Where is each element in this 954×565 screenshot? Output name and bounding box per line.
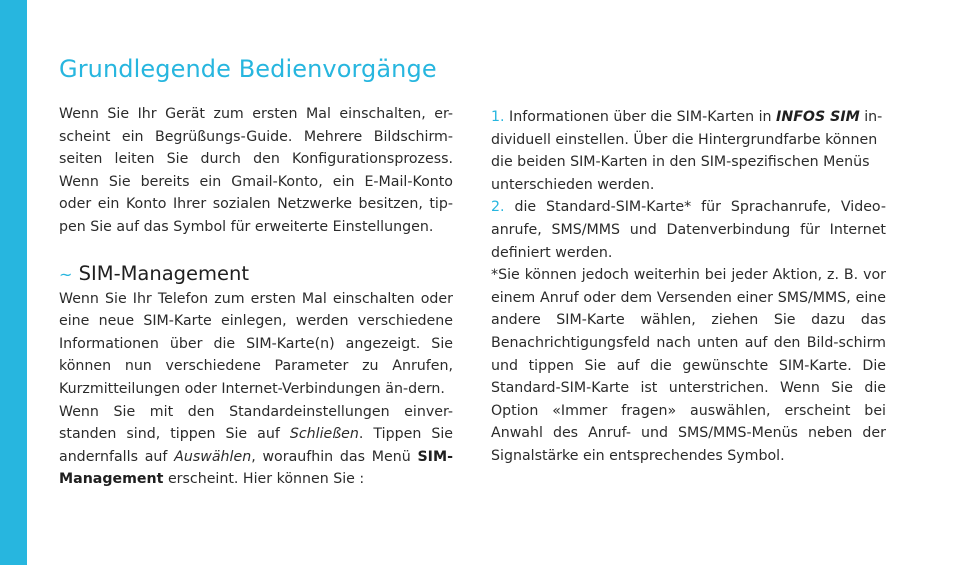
sim-paragraph-1: Wenn Sie Ihr Telefon zum ersten Mal einschalten oder eine neue SIM-Karte einlegen, werden verschiedene Informationen über die SIM-Karte(n) angezeigt. Sie können nun verschiedene Parameter zu Anrufen, Kurzmitteilungen oder Internet-Verbindungen än-dern. xyxy=(59,290,453,397)
sim-management-menu-name: SIM-Management xyxy=(59,448,453,488)
sim-paragraph-2 xyxy=(59,401,453,491)
footnote-paragraph: *Sie können jedoch weiterhin bei jeder Aktion, z. B. vor einem Anruf oder dem Versenden einer SMS/MMS, eine andere SIM-Karte wählen, ziehen Sie dazu das Benachrichtigungsfeld nach unten auf den Bild-schirm und tippen Sie auf die gewünschte SIM-Karte. Die Standard-SIM-Karte ist unterstrichen. Wenn Sie die Option «Immer fragen» auswählen, erscheint bei Anwahl des Anruf- und SMS/MMS-Menüs neben der Signalstärke ein entsprechendes Symbol. xyxy=(491,267,886,464)
section-heading-text: SIM-Management xyxy=(78,261,250,285)
side-accent-bar xyxy=(0,0,27,565)
infos-sim-menu-name: INFOS SIM xyxy=(776,109,860,125)
sim-paragraph-2-part2: . Tippen Sie andernfalls auf xyxy=(59,426,454,465)
select-option-text: Auswählen xyxy=(174,448,252,465)
list-item-2-text: die Standard-SIM-Karte* für Sprachanrufe, Video-anrufe, SMS/MMS und Datenverbindung für Internet definiert werden. xyxy=(491,199,886,261)
sim-paragraph-2-part3: , woraufhin das Menü xyxy=(251,448,418,465)
tilde-marker: ~ xyxy=(59,264,73,284)
sim-paragraph-2-part4: erscheint. Hier können Sie : xyxy=(163,471,365,488)
list-item-1-text-a: Informationen über die SIM-Karten in xyxy=(504,109,777,125)
left-column xyxy=(59,103,453,491)
right-column xyxy=(491,106,886,468)
sim-paragraph-2-part1: Wenn Sie mit den Standardeinstellungen einver-standen sind, tippen Sie auf xyxy=(59,403,453,443)
list-item-2 xyxy=(491,196,886,264)
section-heading xyxy=(59,239,453,288)
close-option-text: Schließen xyxy=(289,426,359,443)
list-number-2: 2. xyxy=(491,199,505,216)
list-item-1 xyxy=(491,106,886,196)
page-title: Grundlegende Bedienvorgänge xyxy=(59,55,437,83)
list-number-1: 1. xyxy=(491,109,505,125)
intro-paragraph: Wenn Sie Ihr Gerät zum ersten Mal einschalten, er-scheint ein Begrüßungs-Guide. Mehrere Bildschirm-seiten leiten Sie durch den Konfigurationsprozess. Wenn Sie bereits ein Gmail-Konto, ein E-Mail-Konto oder ein Konto Ihrer sozialen Netzwerke besitzen, tip-pen Sie auf das Symbol für erweiterte Einstellungen. xyxy=(59,106,453,235)
list-item-1-text-b: in-dividuell einstellen. Über die Hintergrundfarbe können die beiden SIM-Karten in den SIM-spezifischen Menüs unterschieden werden. xyxy=(491,109,883,193)
